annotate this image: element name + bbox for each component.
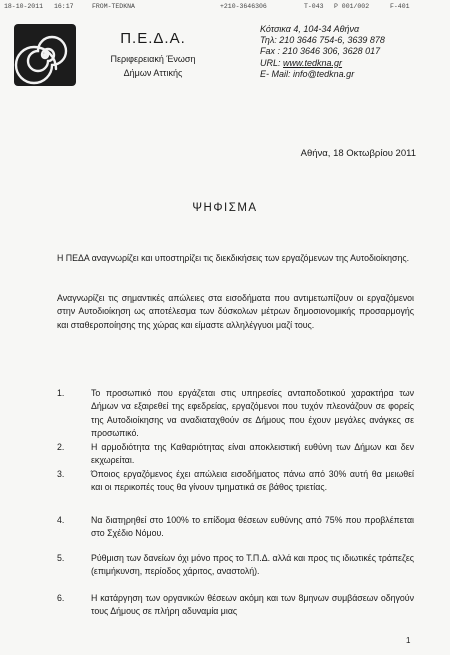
peda-logo-icon [14, 24, 76, 86]
org-subtitle-1: Περιφερειακή Ένωση [110, 54, 196, 64]
contact-block [260, 24, 385, 80]
list-item-text: Η αρμοδιότητα της Καθαριότητας είναι αποκλειστική ευθύνη των Δήμων και δεν εκχωρείται. [91, 442, 414, 466]
fax-header [4, 3, 446, 13]
list-item-number: 4. [57, 515, 65, 525]
list-item-number: 5. [57, 553, 65, 563]
contact-address: Κότσικα 4, 104-34 Αθήνα [260, 24, 360, 34]
document-date: Αθήνα, 18 Οκτωβρίου 2011 [300, 148, 416, 159]
organization-block [78, 30, 228, 80]
list-item-number: 1. [57, 388, 65, 398]
list-item-number: 2. [57, 442, 65, 452]
contact-url-link[interactable]: www.tedkna.gr [283, 57, 343, 68]
list-item-text: Ρύθμιση των δανείων όχι μόνο προς το Τ.Π.Δ. αλλά και προς τις ιδιωτικές τράπεζες (επιμήκυνση, περίοδος χάριτος, αναστολή). [91, 553, 414, 577]
fax-ref: F-401 [390, 3, 410, 10]
fax-time: 16:17 [54, 3, 74, 10]
list-item-5 [57, 552, 414, 579]
list-item-text: Η κατάργηση των οργανικών θέσεων ακόμη και των 8μηνων συμβάσεων οδηγούν τους Δήμους σε πλήρη αδυναμία μιας [91, 593, 414, 617]
page-number: 1 [406, 636, 411, 645]
paragraph-2: Αναγνωρίζει τις σημαντικές απώλειες στα εισοδήματα που αντιμετωπίζουν οι εργαζόμενοι στην Αυτοδιοίκηση ως αποτέλεσμα των δύσκολων μέτρων δημοσιονομικής προσαρμογής και σταθεροποίησης της χώρας και είμαστε αλληλέγγυοι μαζί τους. [57, 293, 414, 330]
contact-phone: Τηλ: 210 3646 754-6, 3639 878 [260, 35, 385, 46]
list-item-2 [57, 441, 414, 468]
fax-pages: P 001/002 [334, 3, 370, 10]
contact-fax: Fax : 210 3646 306, 3628 017 [260, 46, 381, 57]
list-item-text: Το προσωπικό που εργάζεται στις υπηρεσίες ανταποδοτικού χαρακτήρα των Δήμων να εξαιρεθεί της εφεδρείας, εργαζόμενοι που τυχόν πλεονάζουν σε φορείς της Αυτοδιοίκησης να αναδιαταχθούν σε Δήμους που έχουν μεγάλες ανάγκες σε προσωπικό. [91, 388, 414, 438]
fax-phone: +210-3646306 [220, 3, 267, 10]
list-item-number: 6. [57, 593, 65, 603]
paragraph-1: Η ΠΕΔΑ αναγνωρίζει και υποστηρίζει τις διεκδικήσεις των εργαζόμενων της Αυτοδιοίκησης. [57, 253, 410, 263]
contact-email-link[interactable]: info@tedkna.gr [293, 68, 355, 79]
list-item-number: 3. [57, 469, 65, 479]
list-item-3 [57, 468, 414, 495]
fax-code: T-043 [304, 3, 324, 10]
document-title: ΨΗΦΙΣΜΑ [192, 202, 258, 214]
list-item-text: Να διατηρηθεί στο 100% το επίδομα θέσεων ευθύνης από 75% που προβλέπεται στο Σχέδιο Νόμου. [91, 515, 414, 539]
list-item-6 [57, 592, 414, 619]
fax-from: FROM-TEDKNA [92, 3, 135, 10]
list-item-4 [57, 514, 414, 541]
contact-url-label: URL: [260, 57, 284, 68]
org-name: Π.Ε.Δ.Α. [120, 30, 186, 47]
fax-date: 18-10-2011 [4, 3, 44, 10]
list-item-1 [57, 387, 414, 440]
org-subtitle-2: Δήμων Αττικής [123, 68, 183, 78]
list-item-text: Όποιος εργαζόμενος έχει απώλεια εισοδήματος πάνω από 30% αυτή θα μειωθεί και οι περικοπές τους θα γίνουν τμηματικά σε βάθος τριετίας. [91, 469, 414, 493]
contact-email-label: E- Mail: [260, 68, 294, 79]
